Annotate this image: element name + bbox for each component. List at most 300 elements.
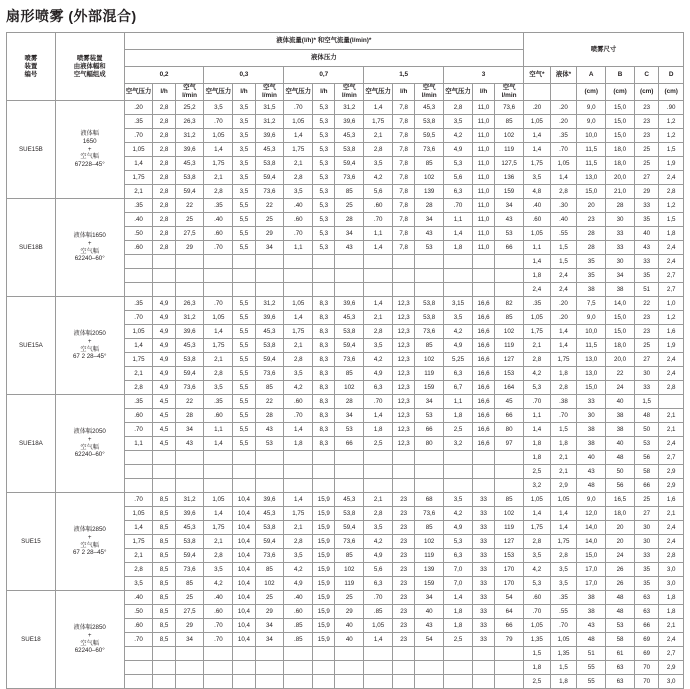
dimension-cell: 1,75 — [550, 353, 577, 367]
flow-cell: 5,5 — [233, 395, 255, 409]
flow-cell: 170 — [495, 577, 524, 591]
flow-cell: 25 — [335, 591, 364, 605]
flow-cell: 28 — [415, 199, 444, 213]
flow-cell — [204, 451, 233, 465]
flow-cell — [153, 479, 175, 493]
flow-cell: 25 — [175, 591, 204, 605]
dimension-cell: 28 — [577, 241, 606, 255]
flow-cell: 59,4 — [175, 367, 204, 381]
flow-cell — [233, 451, 255, 465]
flow-cell: 10,4 — [233, 493, 255, 507]
flow-cell: 45,3 — [175, 521, 204, 535]
flow-cell — [204, 647, 233, 661]
flow-cell: 39,6 — [175, 325, 204, 339]
flow-cell: 39,6 — [335, 115, 364, 129]
flow-cell — [153, 451, 175, 465]
flow-cell: 1,4 — [284, 129, 313, 143]
dimension-cell: .20 — [550, 115, 577, 129]
header-liquid-pressure: 液体压力 — [124, 50, 523, 67]
assembly-line: + — [87, 533, 92, 541]
dimension-cell: 35 — [577, 255, 606, 269]
dimension-cell: 12,0 — [577, 507, 606, 521]
flow-cell: 8,3 — [313, 409, 335, 423]
dimension-cell: 1,1 — [524, 409, 551, 423]
flow-cell: 53,8 — [335, 507, 364, 521]
flow-cell: 31,5 — [255, 101, 284, 115]
dimension-cell: 48 — [577, 479, 606, 493]
flow-cell: 43 — [255, 423, 284, 437]
dimension-cell: 30 — [634, 535, 658, 549]
dimension-cell: 26 — [606, 577, 635, 591]
flow-cell: 53,8 — [415, 115, 444, 129]
flow-cell — [175, 465, 204, 479]
dimension-cell: 35 — [634, 269, 658, 283]
flow-cell: 23 — [393, 535, 415, 549]
header-sub-airflow-4 — [415, 84, 444, 101]
flow-cell — [444, 255, 473, 269]
dimension-cell: 24 — [606, 381, 635, 395]
flow-cell — [313, 451, 335, 465]
assembly-line: + — [87, 435, 92, 443]
flow-cell: 1,75 — [284, 507, 313, 521]
assembly-line: + — [87, 631, 92, 639]
flow-cell: 33 — [472, 535, 494, 549]
flow-cell: .70 — [364, 591, 393, 605]
flow-cell: 5,5 — [233, 353, 255, 367]
flow-cell: 4,9 — [153, 353, 175, 367]
flow-cell — [313, 479, 335, 493]
flow-cell: 53 — [495, 227, 524, 241]
flow-cell — [233, 647, 255, 661]
flow-cell: 31,2 — [175, 493, 204, 507]
dimension-cell: 28 — [577, 227, 606, 241]
flow-cell: 1,4 — [204, 507, 233, 521]
dimension-cell: 15,0 — [606, 129, 635, 143]
flow-cell: 170 — [495, 563, 524, 577]
dimension-cell: 69 — [634, 633, 658, 647]
flow-cell: 3,15 — [444, 297, 473, 311]
header-nozzle-code — [7, 33, 56, 101]
dimension-cell: 1,4 — [550, 507, 577, 521]
flow-cell: 1,4 — [124, 157, 153, 171]
flow-cell: 33 — [472, 549, 494, 563]
flow-cell: 53 — [255, 437, 284, 451]
flow-cell — [284, 255, 313, 269]
flow-cell: 3,5 — [444, 493, 473, 507]
flow-cell: 31,2 — [335, 101, 364, 115]
flow-cell: 8,5 — [153, 605, 175, 619]
dimension-cell: 2,4 — [659, 171, 684, 185]
flow-cell: 1,1 — [124, 437, 153, 451]
flow-cell — [364, 465, 393, 479]
flow-cell: 10,4 — [233, 633, 255, 647]
flow-cell: 4,2 — [284, 381, 313, 395]
flow-cell — [335, 255, 364, 269]
flow-cell: 4,2 — [444, 325, 473, 339]
flow-cell: 2,8 — [204, 367, 233, 381]
header-sub-airflow-5b: l/min — [501, 92, 517, 99]
flow-cell: 25,2 — [175, 101, 204, 115]
flow-cell: .70 — [124, 129, 153, 143]
assembly-line: 液体幅 — [80, 130, 99, 138]
dimension-cell: 43 — [577, 465, 606, 479]
dimension-cell: 51 — [577, 647, 606, 661]
flow-cell: 2,8 — [153, 115, 175, 129]
flow-cell: 64 — [495, 605, 524, 619]
flow-cell: .70 — [204, 619, 233, 633]
header-sub-air-5: 空气压力 — [444, 84, 473, 101]
dimension-cell: 3,5 — [550, 563, 577, 577]
flow-cell — [233, 675, 255, 689]
assembly-line: 62240–60° — [74, 255, 105, 263]
flow-cell: .70 — [444, 199, 473, 213]
flow-cell — [175, 647, 204, 661]
flow-cell: 2,8 — [124, 381, 153, 395]
header-nozzle-code-l1: 喷雾 — [24, 54, 38, 62]
flow-cell: 10,4 — [233, 591, 255, 605]
flow-cell: 4,2 — [204, 577, 233, 591]
flow-cell: 10,4 — [233, 563, 255, 577]
flow-cell — [233, 479, 255, 493]
flow-cell: 12,3 — [393, 353, 415, 367]
header-sub-lh-2: l/h — [233, 84, 255, 101]
flow-cell: 7,0 — [444, 577, 473, 591]
table-body — [7, 101, 684, 689]
flow-cell: 8,3 — [313, 297, 335, 311]
flow-cell: 34 — [415, 213, 444, 227]
flow-cell: 34 — [175, 423, 204, 437]
flow-cell: 1,8 — [284, 437, 313, 451]
flow-cell: 1,75 — [124, 171, 153, 185]
dimension-cell: 2,8 — [659, 185, 684, 199]
flow-cell: 1,4 — [364, 633, 393, 647]
flow-cell — [495, 675, 524, 689]
flow-cell — [124, 283, 153, 297]
flow-cell: 3,5 — [233, 101, 255, 115]
header-assembly-l1: 喷雾装置 — [76, 54, 103, 62]
flow-cell: 29 — [255, 605, 284, 619]
header-assembly — [55, 33, 124, 101]
dimension-cell: 2,4 — [659, 255, 684, 269]
flow-cell: 4,9 — [153, 367, 175, 381]
flow-cell — [153, 255, 175, 269]
dimension-cell: 1,05 — [524, 619, 551, 633]
flow-cell: 1,1 — [204, 423, 233, 437]
flow-cell: 28 — [175, 409, 204, 423]
flow-cell: 34 — [255, 619, 284, 633]
dimension-cell: 1,4 — [550, 171, 577, 185]
nozzle-assembly-cell — [55, 493, 124, 591]
flow-cell: 2,1 — [284, 157, 313, 171]
flow-cell: 139 — [415, 185, 444, 199]
dimension-cell: 66 — [634, 479, 658, 493]
flow-cell: 8,3 — [313, 395, 335, 409]
flow-cell: 33 — [472, 521, 494, 535]
flow-cell: 5,5 — [233, 423, 255, 437]
flow-cell: 2,8 — [153, 143, 175, 157]
dimension-cell: 10,0 — [577, 129, 606, 143]
flow-cell: 16,6 — [472, 297, 494, 311]
assembly-line: 液体幅1650 — [73, 232, 106, 239]
flow-cell: 119 — [415, 367, 444, 381]
flow-cell — [284, 465, 313, 479]
flow-cell: 23 — [393, 633, 415, 647]
dimension-cell: 20 — [606, 521, 635, 535]
flow-cell: 5,6 — [444, 171, 473, 185]
flow-cell: 102 — [415, 353, 444, 367]
dimension-cell: 5,3 — [524, 381, 551, 395]
flow-cell: .70 — [204, 241, 233, 255]
flow-cell — [284, 451, 313, 465]
flow-cell: 5,5 — [233, 409, 255, 423]
flow-cell: 4,9 — [153, 339, 175, 353]
flow-cell: 1,4 — [124, 339, 153, 353]
dimension-cell: 27 — [634, 353, 658, 367]
flow-cell: 5,3 — [313, 227, 335, 241]
flow-cell: 12,3 — [393, 381, 415, 395]
flow-cell — [284, 283, 313, 297]
dimension-cell: 1,5 — [550, 241, 577, 255]
flow-cell: 39,6 — [175, 143, 204, 157]
flow-cell: .85 — [284, 619, 313, 633]
flow-cell: .85 — [364, 605, 393, 619]
flow-cell: 15,9 — [313, 507, 335, 521]
flow-cell: 34 — [495, 199, 524, 213]
header-sub-lh-4: l/h — [393, 84, 415, 101]
dimension-cell: 1,8 — [550, 437, 577, 451]
flow-cell: 27,5 — [175, 227, 204, 241]
dimension-cell: 2,8 — [659, 549, 684, 563]
flow-cell: 1,05 — [124, 143, 153, 157]
dimension-cell: 33 — [606, 227, 635, 241]
flow-cell — [204, 661, 233, 675]
dimension-cell: 1,1 — [524, 241, 551, 255]
dimension-cell: 56 — [606, 479, 635, 493]
flow-cell — [284, 479, 313, 493]
dimension-cell: 1,2 — [659, 311, 684, 325]
flow-cell: 164 — [495, 381, 524, 395]
header-dim-air-unit — [524, 84, 551, 101]
table-row — [7, 101, 684, 115]
flow-cell — [284, 269, 313, 283]
flow-cell: .35 — [124, 297, 153, 311]
flow-cell — [393, 283, 415, 297]
flow-cell: .60 — [124, 619, 153, 633]
flow-cell: 1,4 — [204, 437, 233, 451]
flow-cell: 1,75 — [364, 115, 393, 129]
flow-cell — [124, 479, 153, 493]
flow-cell: 16,6 — [472, 423, 494, 437]
flow-cell: 23 — [393, 493, 415, 507]
dimension-cell: .70 — [524, 605, 551, 619]
flow-cell: 2,1 — [204, 535, 233, 549]
flow-cell: 7,8 — [393, 241, 415, 255]
flow-cell: 43 — [415, 227, 444, 241]
flow-cell: 1,4 — [364, 409, 393, 423]
flow-cell: 2,1 — [124, 185, 153, 199]
flow-cell — [255, 675, 284, 689]
flow-cell: 5,3 — [313, 101, 335, 115]
nozzle-code-cell: SUE18A — [7, 395, 56, 493]
dimension-cell: .20 — [550, 311, 577, 325]
header-pressure-0-3: 0,3 — [204, 67, 284, 84]
flow-cell: 31,2 — [175, 311, 204, 325]
flow-cell — [415, 675, 444, 689]
dimension-cell: 33 — [634, 549, 658, 563]
flow-cell: 2,5 — [444, 423, 473, 437]
flow-cell: 5,5 — [233, 367, 255, 381]
flow-cell: .60 — [284, 395, 313, 409]
flow-cell: .35 — [204, 395, 233, 409]
dimension-cell: 18,0 — [606, 143, 635, 157]
flow-cell: 5,3 — [313, 115, 335, 129]
assembly-line: 液体幅2050 — [73, 428, 106, 435]
flow-cell: 12,3 — [393, 423, 415, 437]
dimension-cell: 26 — [606, 563, 635, 577]
flow-cell: 4,9 — [364, 549, 393, 563]
flow-cell: 11,0 — [472, 129, 494, 143]
dimension-cell: .40 — [550, 213, 577, 227]
flow-cell: 5,6 — [364, 563, 393, 577]
flow-cell: 1,75 — [204, 339, 233, 353]
flow-cell: 33 — [472, 619, 494, 633]
header-sub-airflow-5a: 空气 — [502, 84, 516, 91]
flow-cell: 1,75 — [284, 143, 313, 157]
flow-cell: 102 — [335, 563, 364, 577]
dimension-cell: 1,8 — [659, 591, 684, 605]
flow-cell: 3,5 — [364, 157, 393, 171]
flow-cell: .70 — [284, 409, 313, 423]
flow-cell: 2,8 — [153, 171, 175, 185]
dimension-cell: 40 — [577, 451, 606, 465]
flow-cell: 159 — [415, 381, 444, 395]
assembly-line: 空气幅 — [80, 247, 99, 255]
dimension-cell: 1,4 — [524, 507, 551, 521]
header-sub-air-2: 空气压力 — [204, 84, 233, 101]
flow-cell — [175, 675, 204, 689]
flow-cell — [444, 675, 473, 689]
dimension-cell: 40 — [634, 227, 658, 241]
dimension-cell: 17,0 — [577, 563, 606, 577]
flow-cell: 2,1 — [284, 339, 313, 353]
dimension-cell: 1,2 — [659, 115, 684, 129]
flow-cell: 102 — [495, 507, 524, 521]
flow-cell — [415, 269, 444, 283]
dimension-cell: 27 — [634, 507, 658, 521]
dimension-cell: 2,9 — [659, 465, 684, 479]
flow-cell: 2,8 — [153, 227, 175, 241]
header-sub-airflow-3b: l/min — [341, 92, 357, 99]
flow-cell: 23 — [393, 619, 415, 633]
dimension-cell: 2,4 — [550, 269, 577, 283]
flow-cell: 16,6 — [472, 339, 494, 353]
flow-cell: .70 — [204, 115, 233, 129]
dimension-cell: 2,9 — [659, 479, 684, 493]
dimension-cell: 1,05 — [550, 633, 577, 647]
flow-cell: 29 — [175, 241, 204, 255]
dimension-cell: .35 — [550, 129, 577, 143]
header-dim-D-unit: (cm) — [659, 84, 684, 101]
table-row — [7, 395, 684, 409]
flow-cell: 33 — [472, 507, 494, 521]
dimension-cell: 15,0 — [577, 185, 606, 199]
flow-cell — [284, 661, 313, 675]
dimension-cell: 11,5 — [577, 157, 606, 171]
flow-cell: 5,3 — [444, 157, 473, 171]
dimension-cell: 1,75 — [550, 535, 577, 549]
flow-cell: 53,8 — [175, 535, 204, 549]
flow-cell: 33 — [472, 563, 494, 577]
dimension-cell: 38 — [606, 409, 635, 423]
flow-cell: 29 — [335, 605, 364, 619]
flow-cell — [444, 479, 473, 493]
nozzle-code-cell: SUE15A — [7, 297, 56, 395]
flow-cell: 54 — [495, 591, 524, 605]
flow-cell: 82 — [495, 297, 524, 311]
flow-cell: 102 — [335, 381, 364, 395]
flow-cell: 73,6 — [335, 171, 364, 185]
dimension-cell: .60 — [524, 591, 551, 605]
flow-cell: 28 — [335, 213, 364, 227]
flow-cell: 66 — [495, 619, 524, 633]
flow-cell: 15,9 — [313, 605, 335, 619]
dimension-cell: 1,0 — [659, 297, 684, 311]
dimension-cell: 20,0 — [606, 353, 635, 367]
flow-cell: 5,5 — [233, 311, 255, 325]
flow-cell — [415, 661, 444, 675]
flow-cell — [255, 479, 284, 493]
flow-cell: 66 — [415, 423, 444, 437]
dimension-cell: 1,4 — [550, 325, 577, 339]
dimension-cell: 11,5 — [577, 339, 606, 353]
flow-cell: 11,0 — [472, 241, 494, 255]
page-title: 扇形喷雾 (外部混合) — [6, 8, 137, 24]
flow-cell: 7,8 — [393, 199, 415, 213]
header-sub-airflow-3 — [335, 84, 364, 101]
flow-cell: 8,5 — [153, 549, 175, 563]
flow-cell: 7,8 — [393, 101, 415, 115]
flow-cell — [255, 283, 284, 297]
flow-cell: 3,5 — [364, 521, 393, 535]
dimension-cell: 35 — [634, 563, 658, 577]
flow-cell: 16,6 — [472, 395, 494, 409]
dimension-cell: 48 — [606, 451, 635, 465]
flow-cell — [415, 465, 444, 479]
flow-cell: 53,8 — [335, 325, 364, 339]
flow-cell — [313, 465, 335, 479]
flow-cell — [313, 647, 335, 661]
dimension-cell: 55 — [577, 675, 606, 689]
dimension-cell: 20 — [606, 535, 635, 549]
dimension-cell: 7,5 — [577, 297, 606, 311]
flow-cell: 45 — [495, 395, 524, 409]
header-assembly-l2: 由液体幅和 — [73, 62, 106, 70]
dimension-cell: 33 — [634, 381, 658, 395]
header-sub-lh-5: l/h — [472, 84, 494, 101]
flow-cell: 1,4 — [444, 591, 473, 605]
dimension-cell: 3,0 — [659, 563, 684, 577]
flow-cell — [175, 479, 204, 493]
flow-cell: 2,8 — [153, 199, 175, 213]
flow-cell — [364, 451, 393, 465]
flow-cell: 22 — [175, 199, 204, 213]
flow-cell: 16,6 — [472, 381, 494, 395]
flow-cell — [393, 661, 415, 675]
header-sub-airflow-1 — [175, 84, 204, 101]
dimension-cell: .60 — [524, 213, 551, 227]
flow-cell: 15,9 — [313, 493, 335, 507]
flow-cell — [364, 479, 393, 493]
